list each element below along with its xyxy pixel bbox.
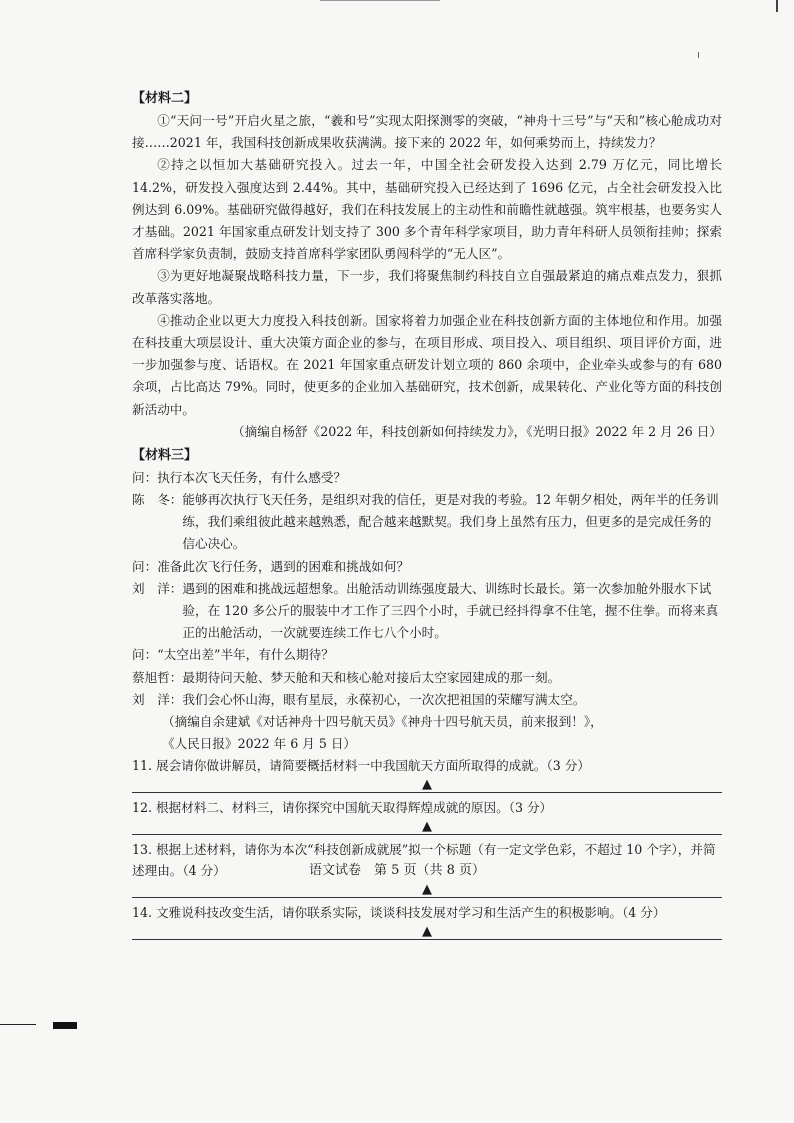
dialogue-line: [132, 556, 722, 578]
scan-registration-block: [53, 1022, 77, 1029]
question-11: 11. 展会请你做讲解员，请简要概括材料一中我国航天方面所取得的成就。（3 分）: [132, 758, 590, 774]
dialogue-text: 执行本次飞天任务，有什么感受？: [157, 469, 347, 485]
dialogue-line: [132, 467, 722, 489]
question-12: 12. 根据材料二、材料三，请你探究中国航天取得辉煌成就的原因。（3 分）: [132, 800, 553, 816]
dialogue-line: [132, 689, 722, 711]
answer-line-14[interactable]: [132, 923, 722, 940]
answer-line-11[interactable]: [132, 776, 722, 793]
material3-source-line-1: （摘编自余建斌《对话神舟十四号航天员》《神舟十四号航天员，前来报到！》，: [162, 714, 603, 730]
material3-heading: 【材料三】: [132, 447, 198, 463]
material2-source: （摘编自杨舒《2022 年，科技创新如何持续发力》，《光明日报》2022 年 2 月 26 日）: [232, 423, 722, 439]
dialogue-line: [132, 644, 722, 666]
dialogue-speaker: 陈 冬：: [132, 492, 183, 508]
dialogue-line: [132, 489, 722, 556]
answer-line-13[interactable]: [132, 881, 722, 898]
material2-heading: 【材料二】: [132, 91, 198, 106]
question-14: 14. 文雅说科技改变生活，请你联系实际，谈谈科技发展对学习和生活产生的积极影响。（4 分）: [132, 905, 666, 921]
dialogue-speaker: 问：: [132, 469, 158, 485]
dialogue-text: 最期待问天舱、梦天舱和天和核心舱对接后太空家园建成的那一刻。: [182, 669, 561, 685]
material2-paragraph-3: ③为更好地凝聚战略科技力量，下一步，我们将聚焦制约科技自立自强最紧迫的痛点难点发力，狠抓改革落实落地。: [132, 268, 722, 306]
dialogue-speaker: 蔡旭哲：: [132, 669, 183, 685]
answer-line-12[interactable]: [132, 818, 722, 835]
scan-dust-mark: [698, 52, 699, 58]
dialogue-text: 准备此次飞行任务，遇到的困难和挑战如何？: [157, 558, 410, 574]
answer-triangle-icon: ▲: [422, 777, 432, 793]
scan-corner-mark: [776, 0, 778, 12]
dialogue-text: 我们会心怀山海，眼有星辰，永葆初心，一次次把祖国的荣耀写满太空。: [182, 691, 586, 707]
answer-triangle-icon: ▲: [422, 882, 432, 898]
material2-paragraph-1: ①“天问一号”开启火星之旅，“羲和号”实现太阳探测零的突破，“神舟十三号”与“天和”核心舱成功对接……2021 年，我国科技创新成果收获满满。接下来的 2022 年，如何乘势而上，持续发力？: [132, 113, 722, 151]
page-footer: 语文试卷 第 5 页（共 8 页）: [308, 863, 486, 878]
material2-paragraph-4: ④推动企业以更大力度投入科技创新。国家将着力加强企业在科技创新方面的主体地位和作用。加强在科技重大项层设计、重大决策方面企业的参与，在项目形成、项目投入、项目组织、项目评价方面，进一步加强参与度、话语权。在 2021 年国家重点研发计划立项的 860 余项中，企业牵头或参与的有 680 余项，占比高达 79%。同时，使更多的企业加入基础研究，技术创新，成果转化、产业化等方面的科技创新活动中。: [132, 312, 722, 417]
answer-triangle-icon: ▲: [422, 924, 432, 940]
dialogue-line: [132, 667, 722, 689]
dialogue-speaker: 问：: [132, 558, 158, 574]
dialogue-text: 遇到的困难和挑战远超想象。出舱活动训练强度最大、训练时长最长。第一次参加舱外服水下试验，在 120 多公斤的服装中才工作了三四个小时，手就已经抖得拿不住笔，握不住拳。而将来真正的出舱活动，一次就要连续工作七八个小时。: [182, 580, 719, 641]
dialogue-speaker: 刘 洋：: [132, 691, 183, 707]
question-13: 13. 根据上述材料，请你为本次“科技创新成就展”拟一个标题（有一定文学色彩，不超过 10 个字），并简述理由。（4 分）: [132, 842, 716, 879]
answer-triangle-icon: ▲: [422, 819, 432, 835]
dialogue-speaker: 刘 洋：: [132, 580, 183, 596]
dialogue-speaker: 问：: [132, 647, 158, 663]
dialogue-text: “太空出差”半年，有什么期待？: [157, 647, 334, 663]
material2-paragraph-2: ②持之以恒加大基础研究投入。过去一年，中国全社会研发投入达到 2.79 万亿元，同比增长 14.2%，研发投入强度达到 2.44%。其中，基础研究投入已经达到了 1696 亿元，占全社会研发投入比例达到 6.09%。基础研究做得越好，我们在科技发展上的主动性和前瞻性就越强。筑牢根基，也要务实人才基础。2021 年国家重点研发计划支持了 300 多个青年科学家项目，助力青年科研人员领衔挂帅；探索首席科学家负责制，鼓励支持首席科学家团队勇闯科学的“无人区”。: [132, 157, 722, 262]
material3-source-line-2: 《人民日报》2022 年 6 月 5 日）: [162, 736, 357, 752]
scan-edge-line: [320, 0, 440, 1]
page-content: [132, 86, 722, 944]
scan-edge-mark: [0, 1024, 36, 1025]
dialogue-text: 能够再次执行飞天任务，是组织对我的信任，更是对我的考验。12 年朝夕相处，两年半的任务训练，我们乘组彼此越来越熟悉，配合越来越默契。我们身上虽然有压力，但更多的是完成任务的信心决心。: [182, 492, 719, 552]
dialogue-line: [132, 578, 722, 645]
